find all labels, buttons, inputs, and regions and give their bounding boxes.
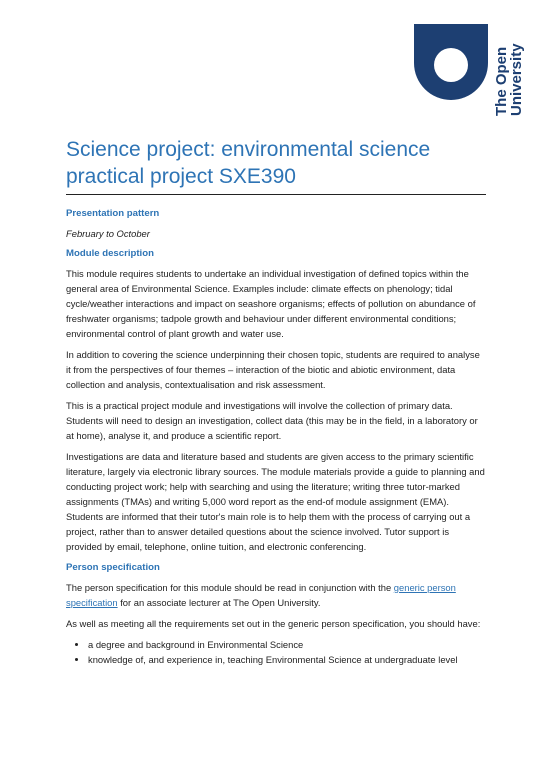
requirements-list — [66, 637, 486, 667]
module-paragraph-4: Investigations are data and literature based and students are given access to the primary scientific literature, largely via electronic library sources. The module materials provide a guide to planning and conducting project work; help with searching and using the literature; writing three tutor-marked assignments (TMAs) and writing 5,000 word report as the end-of module assignment (EMA). Students are informed that their tutor's main role is to help them with the process of carrying out a project, rather than to answer detailed questions about the science involved. Tutor support is provided by email, telephone, online tuition, and electronic conferencing. — [66, 451, 485, 552]
person-heading: Person specification — [66, 562, 160, 573]
person-paragraph-2: As well as meeting all the requirements set out in the generic person specification, you should have: — [66, 618, 481, 629]
page-title: Science project: environmental science practical project SXE390 — [66, 138, 431, 188]
presentation-value: February to October — [66, 228, 150, 239]
logo-line-2: University — [508, 43, 525, 116]
list-item: • knowledge of, and experience in, teaching Environmental Science at undergraduate level — [88, 652, 486, 667]
module-paragraph-1: This module requires students to undertake an individual investigation of defined topics within the general area of Environmental Science. Examples include: climate effects on phenology; tidal cycle/weather interactions and impact on seashore organisms; effects of pollution on abundance of freshwater organisms; tadpole growth and behaviour under different environmental conditions; environmental control of plant growth and water use. — [66, 268, 476, 339]
university-logo — [414, 24, 526, 116]
logo-wordmark — [494, 24, 526, 116]
person-paragraph-1 — [66, 580, 486, 610]
module-paragraph-3: This is a practical project module and investigations will involve the collection of primary data. Students will need to design an investigation, collect data (this may be in the field, in a laboratory or at home), analyse it, and produce a scientific report. — [66, 400, 478, 441]
logo-shield-icon — [414, 24, 488, 100]
module-heading: Module description — [66, 248, 154, 259]
generic-person-spec-link[interactable]: generic person specification — [66, 582, 456, 608]
person-text-after: for an associate lecturer at The Open University. — [117, 597, 321, 608]
person-text-before: The person specification for this module should be read in conjunction with the — [66, 582, 394, 593]
presentation-heading: Presentation pattern — [66, 208, 160, 219]
module-paragraph-2: In addition to covering the science underpinning their chosen topic, students are required to analyse it from the perspectives of four themes – interaction of the biotic and abiotic environment, data collection and analysis, contextualisation and risk assessment. — [66, 349, 480, 390]
list-item: • a degree and background in Environmental Science — [88, 637, 486, 652]
document-body — [66, 206, 486, 667]
title-divider — [66, 194, 486, 195]
logo-line-1: The Open — [493, 46, 510, 116]
